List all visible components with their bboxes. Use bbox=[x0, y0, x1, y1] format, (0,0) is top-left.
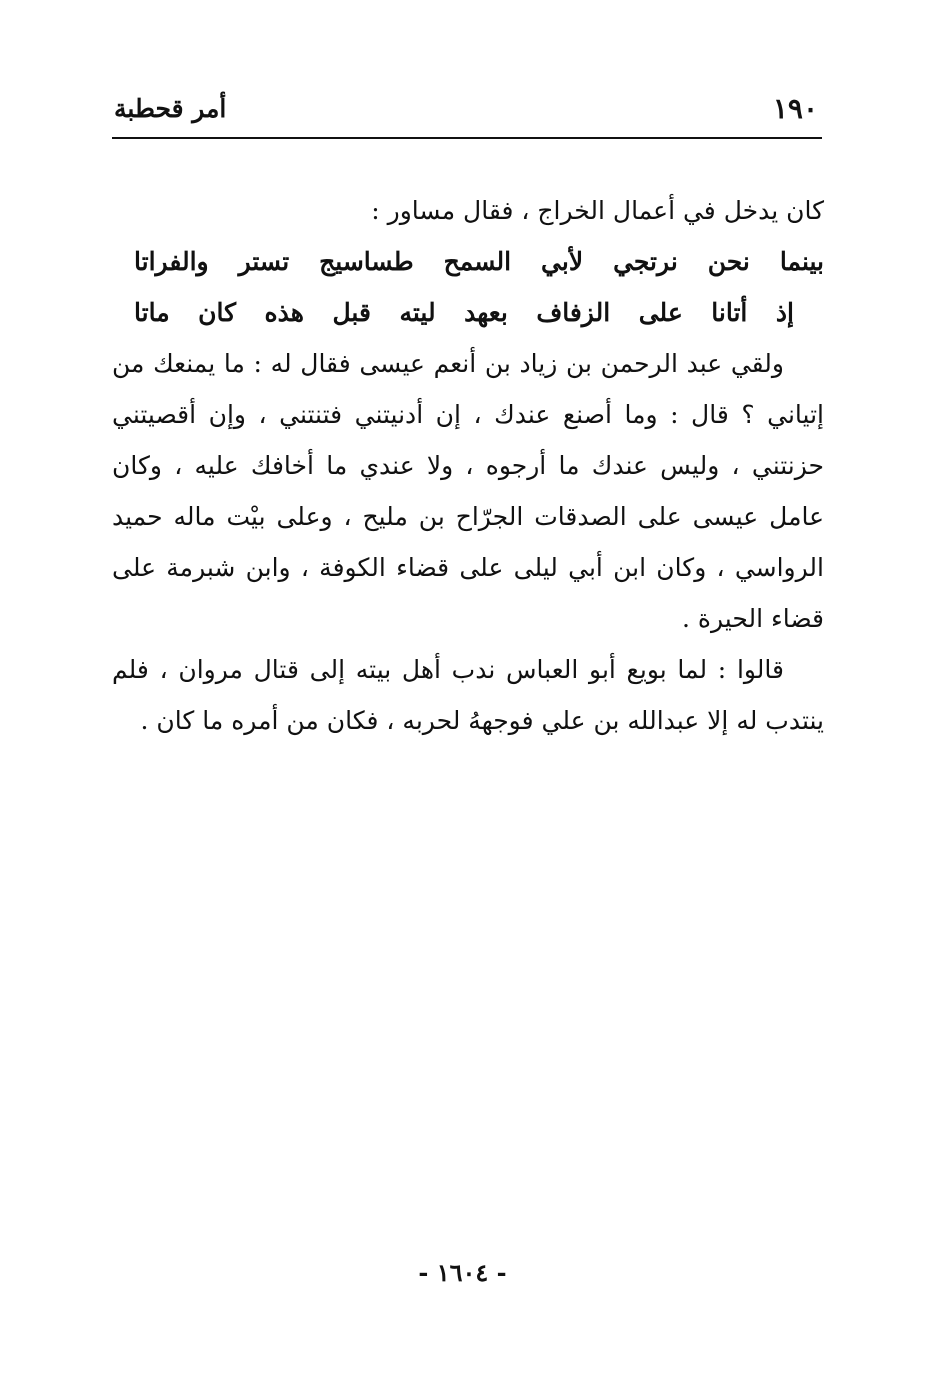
page-header bbox=[112, 84, 822, 142]
verse-line-2: إذ أتانا على الزفاف بعهد ليته قبل هذه كان ماتا bbox=[134, 298, 794, 327]
body-text bbox=[112, 185, 824, 746]
verse-line-1: بينما نحن نرتجي لأبي السمح طساسيج تستر والفراتا bbox=[134, 247, 824, 276]
footer-folio: - ١٦٠٤ - bbox=[418, 1258, 507, 1287]
intro-line: كان يدخل في أعمال الخراج ، فقال مساور : bbox=[371, 196, 824, 225]
paragraph-2: قالوا : لما بويع أبو العباس ندب أهل بيته إلى قتال مروان ، فلم ينتدب له إلا عبدالله بن علي فوجههُ لحربه ، فكان من أمره ما كان . bbox=[112, 655, 824, 735]
chapter-title: أمر قحطبة bbox=[114, 94, 227, 123]
paragraph-1: ولقي عبد الرحمن بن زياد بن أنعم عيسى فقال له : ما يمنعك من إتياني ؟ قال : وما أصنع عندك ، إن أدنيتني فتنتني ، وإن أقصيتني حزنتني ، وليس عندك ما أرجوه ، ولا عندي ما أخافك عليه ، وكان عامل عيسى على الصدقات الجرّاح بن مليح ، وعلى بيْت ماله حميد الرواسي ، وكان ابن أبي ليلى على قضاء الكوفة ، وابن شبرمة على قضاء الحيرة . bbox=[112, 349, 824, 633]
page-number: ١٩٠ bbox=[772, 92, 818, 125]
header-rule bbox=[112, 137, 822, 139]
